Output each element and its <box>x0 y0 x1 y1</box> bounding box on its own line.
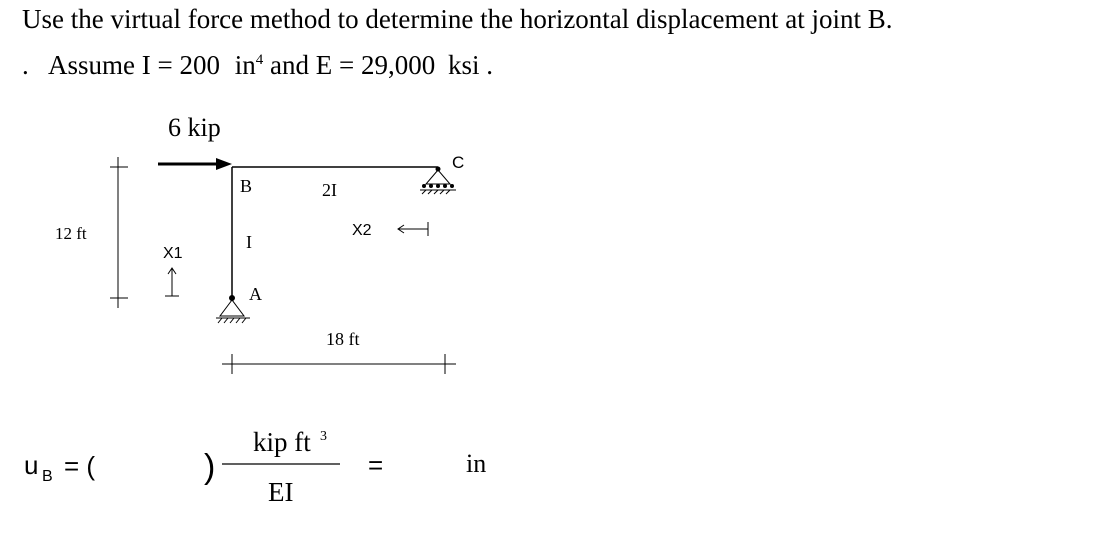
and-text: and <box>270 50 309 80</box>
fraction-numerator-exponent: 3 <box>320 429 327 444</box>
span-dimension-label: 18 ft <box>326 329 360 349</box>
x1-coordinate-label: X1 <box>163 245 183 262</box>
fraction-numerator: kip ft <box>253 427 311 457</box>
column-inertia-label: I <box>246 232 252 252</box>
answer-close-paren: ) <box>204 448 216 486</box>
question-line-1: Use the virtual force method to determine the horizontal displacement at joint B. <box>22 4 893 34</box>
inertia-unit: in <box>234 50 256 80</box>
height-dimension-label: 12 ft <box>55 224 87 243</box>
answer-lhs-equals-paren: = ( <box>64 451 96 481</box>
height-dimension-line <box>110 157 128 308</box>
answer-lhs-u: u <box>24 450 39 480</box>
joint-b-label: B <box>240 176 253 196</box>
roller-support-icon <box>420 167 456 195</box>
answer-lhs-subscript: B <box>42 468 53 485</box>
fraction-denominator: EI <box>268 477 294 507</box>
coefficient-input[interactable] <box>98 446 198 482</box>
x1-direction-arrow-icon <box>165 268 179 296</box>
modulus-value: E = 29,000 <box>315 50 436 80</box>
assume-text: Assume <box>48 50 136 80</box>
x2-coordinate-label: X2 <box>352 222 372 239</box>
load-arrow-head <box>216 158 232 170</box>
bullet-dot: . <box>22 50 29 80</box>
displacement-result-input[interactable] <box>398 446 462 482</box>
joint-c-label: C <box>452 153 465 172</box>
pin-support-icon <box>216 295 250 323</box>
inertia-value: I = 200 <box>141 50 220 80</box>
modulus-unit: ksi . <box>447 50 493 80</box>
answer-equals-sign: = <box>368 450 384 480</box>
x2-direction-arrow-icon <box>398 222 428 236</box>
answer-unit: in <box>466 449 487 478</box>
span-dimension-line <box>222 354 456 374</box>
joint-a-label: A <box>249 284 262 304</box>
inertia-unit-exponent: 4 <box>255 52 264 68</box>
load-label: 6 kip <box>168 113 221 142</box>
beam-inertia-label: 2I <box>322 180 337 200</box>
